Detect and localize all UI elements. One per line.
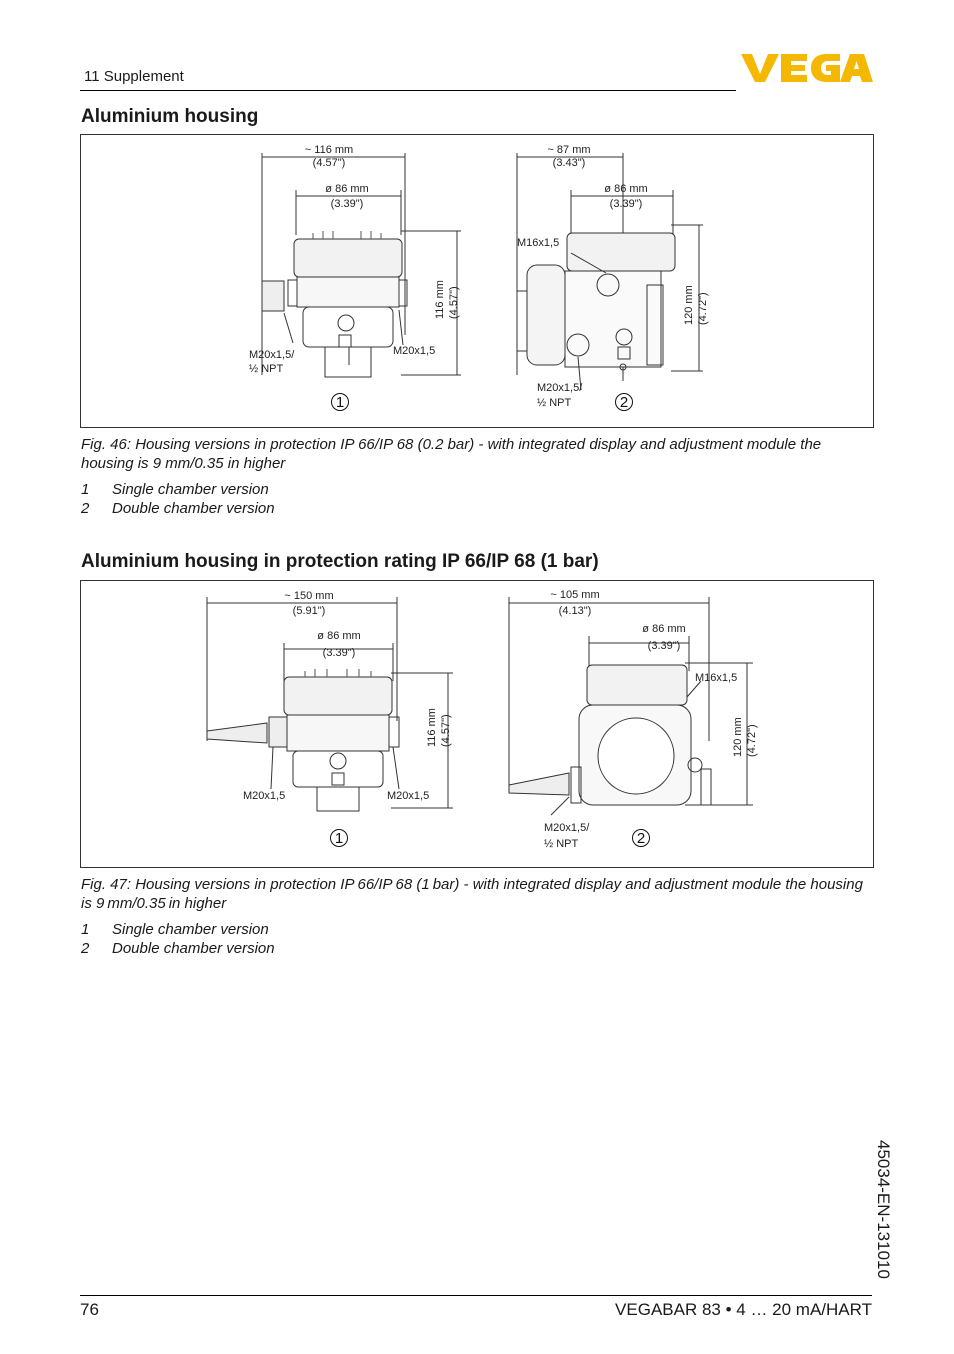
fig47-right-thread-top: M16x1,5 (695, 672, 738, 684)
fig46-left-diameter: ø 86 mm (325, 183, 369, 195)
fig47-right-thread-bottom: M20x1,5/ (544, 822, 590, 834)
figure-46-drawing (81, 135, 873, 427)
figure-46-legend (81, 480, 275, 518)
vega-logo (741, 52, 873, 84)
legend-item: 2 Double chamber version (81, 940, 275, 957)
figure-47 (80, 580, 874, 868)
fig47-right-width-inch: (4.13") (558, 605, 592, 617)
fig46-right-thread-bottom-2: ½ NPT (537, 397, 572, 409)
figure-47-caption: Fig. 47: Housing versions in protection IP 66/IP 68 (1 bar) - with integrated display and adjustment module the housing is 9 mm/0.35 in higher (81, 876, 863, 912)
fig47-left-diameter-inch: (3.39") (322, 647, 356, 659)
fig47-left-width-label: ~ 150 mm (284, 590, 334, 602)
fig46-left-thread-left: M20x1,5/ (249, 349, 295, 361)
fig46-left-height-inch: (4.57") (448, 286, 460, 319)
fig47-right-height: 120 mm (732, 717, 744, 757)
section-title-aluminium-housing-ip68: Aluminium housing in protection rating IP 66/IP 68 (1 bar) (81, 551, 599, 572)
fig47-right-width-label: ~ 105 mm (550, 589, 600, 601)
figure-47-legend (81, 920, 275, 958)
footer-rule (80, 1295, 872, 1296)
fig46-right-width-inch: (3.43") (552, 157, 586, 169)
section-label: 11 Supplement (84, 68, 184, 85)
fig46-left-width-label: ~ 116 mm (304, 144, 354, 156)
fig46-left-height: 116 mm (434, 280, 446, 319)
fig46-right-height-inch: (4.72") (697, 292, 709, 325)
fig47-left-thread-right: M20x1,5 (387, 790, 430, 802)
figure-46 (80, 134, 874, 428)
figure-46-caption: Fig. 46: Housing versions in protection IP 66/IP 68 (0.2 bar) - with integrated display and adjustment module the housing is 9 mm/0.35 in higher (81, 436, 822, 472)
document-number: 45034-EN-131010 (874, 1140, 893, 1279)
fig47-left-height: 116 mm (426, 708, 438, 747)
fig46-right-diameter-inch: (3.39") (609, 198, 643, 210)
fig47-right-diameter-inch: (3.39") (647, 640, 681, 652)
fig47-right-thread-bottom-2: ½ NPT (544, 838, 579, 850)
fig47-callout-2: 2 (636, 830, 646, 847)
vega-logo-mark (741, 54, 873, 82)
fig47-left-diameter: ø 86 mm (317, 630, 361, 642)
fig46-left-width-inch: (4.57") (312, 157, 346, 169)
fig46-callout-1: 1 (335, 394, 345, 411)
fig47-right-height-inch: (4.72") (746, 724, 758, 757)
page-number: 76 (80, 1300, 99, 1319)
fig47-right-diameter: ø 86 mm (642, 623, 686, 635)
fig47-left-width-inch: (5.91") (292, 605, 326, 617)
fig46-right-height: 120 mm (683, 285, 695, 325)
legend-item: 1 Single chamber version (81, 481, 269, 498)
fig47-left-thread-left: M20x1,5 (243, 790, 286, 802)
fig47-callout-1: 1 (334, 830, 344, 847)
fig46-left-thread-left-2: ½ NPT (249, 363, 284, 375)
fig46-right-width-label: ~ 87 mm (547, 144, 591, 156)
legend-item: 1 Single chamber version (81, 921, 269, 938)
section-title-aluminium-housing: Aluminium housing (81, 106, 259, 127)
fig46-right-thread-bottom: M20x1,5/ (537, 382, 583, 394)
fig46-left-thread-right: M20x1,5 (393, 345, 436, 357)
fig46-left-diameter-inch: (3.39") (330, 198, 364, 210)
header-rule (80, 90, 736, 91)
figure-47-drawing (81, 581, 873, 867)
fig46-callout-2: 2 (619, 394, 629, 411)
legend-item: 2 Double chamber version (81, 500, 275, 517)
product-name: VEGABAR 83 • 4 … 20 mA/HART (615, 1300, 872, 1319)
fig46-right-thread-top: M16x1,5 (517, 237, 560, 249)
fig47-left-height-inch: (4.57") (440, 714, 452, 747)
fig46-right-diameter: ø 86 mm (604, 183, 648, 195)
